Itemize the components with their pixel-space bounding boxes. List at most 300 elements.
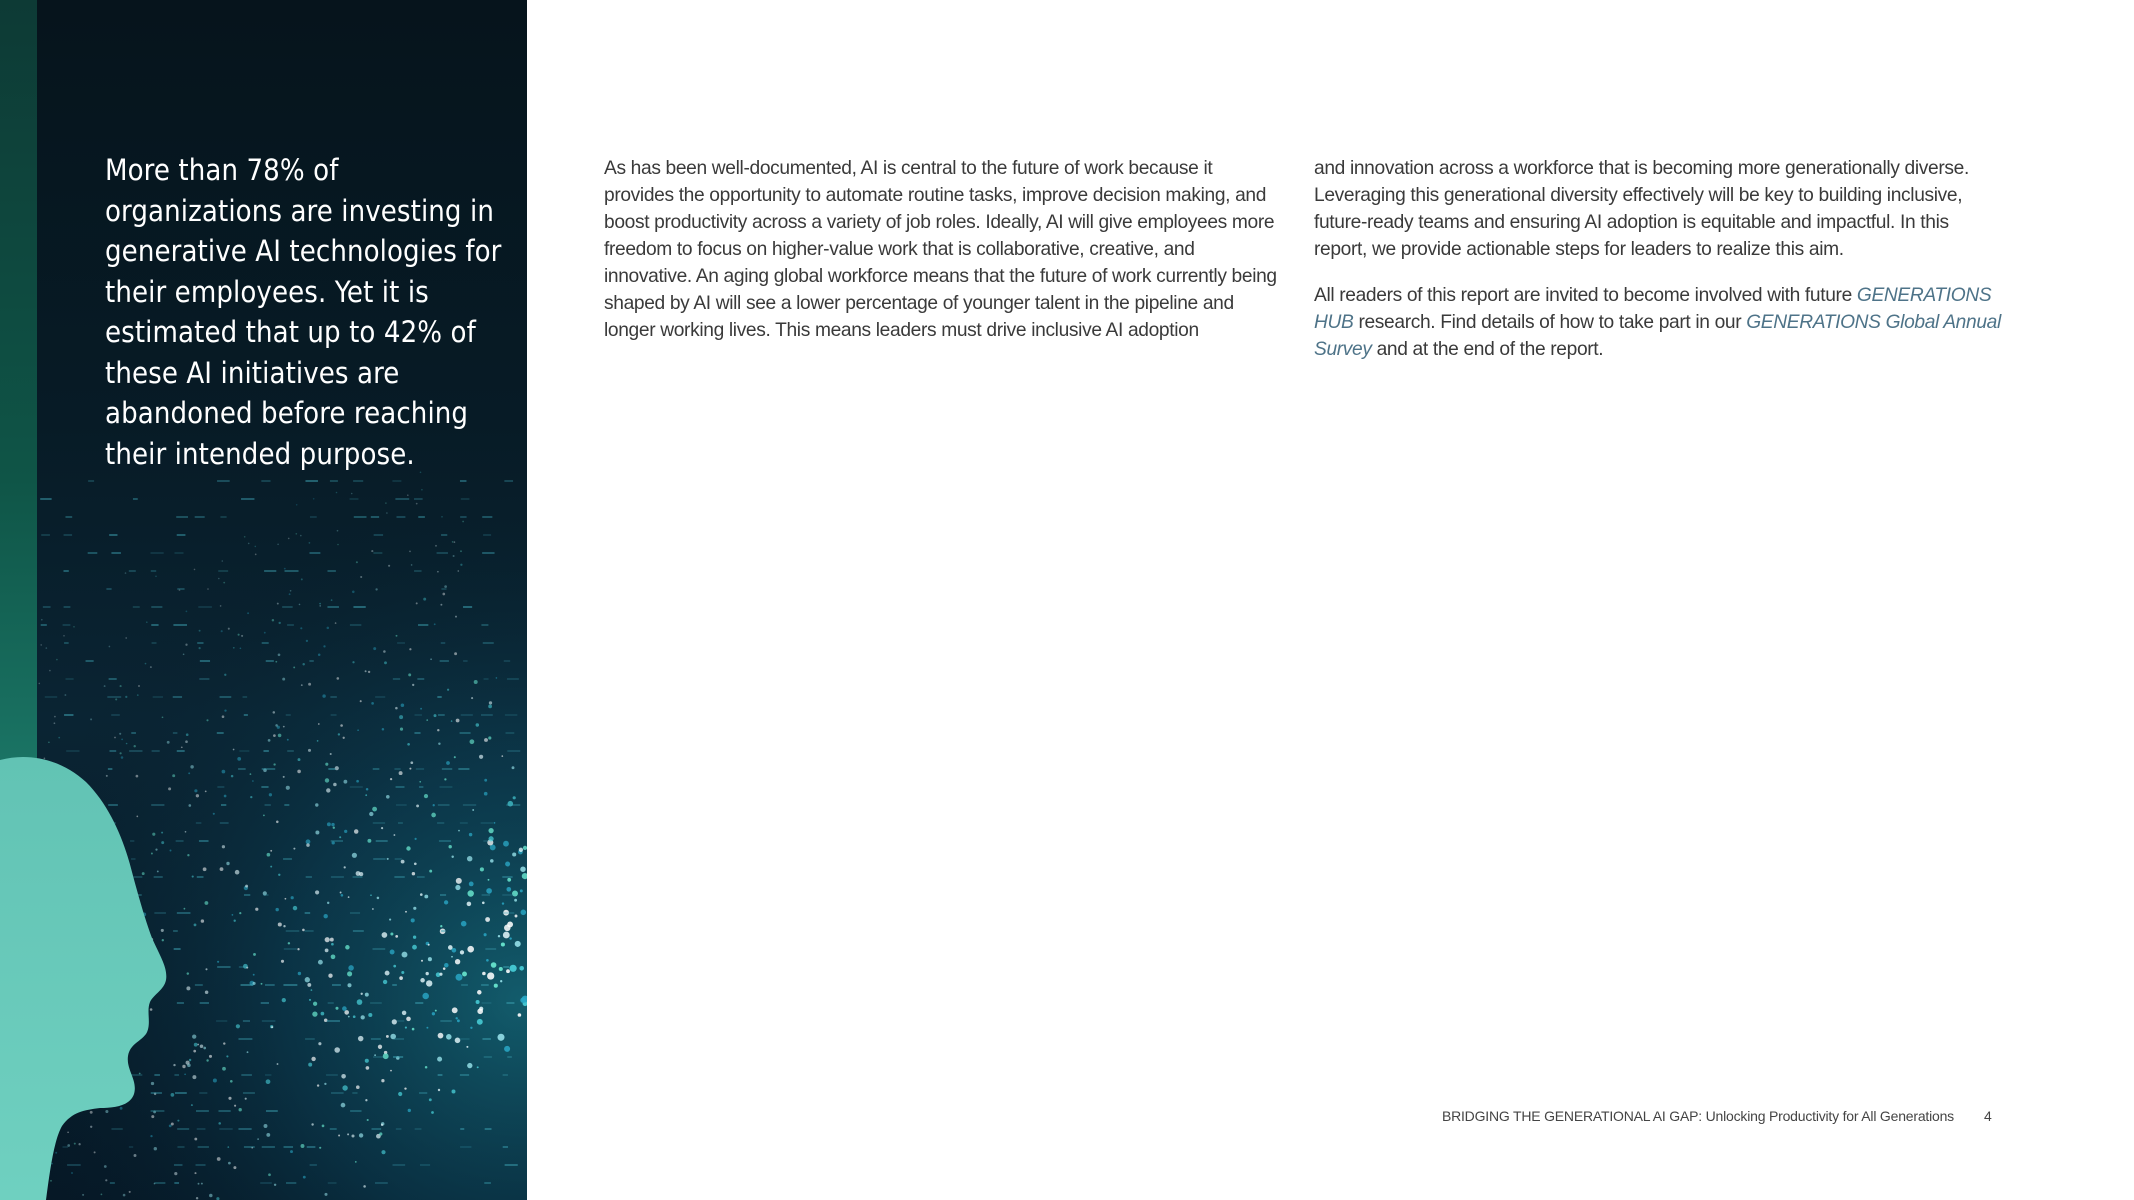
- generations-hub-link[interactable]: GENERATIONS HUB: [1314, 285, 1992, 333]
- data-dot: [477, 1008, 483, 1014]
- data-dot: [345, 945, 349, 949]
- data-dot: [428, 944, 430, 946]
- data-dash: [417, 876, 425, 878]
- invitation-text-middle: research. Find details of how to take part in our: [1353, 312, 1747, 333]
- data-dash: [440, 894, 446, 896]
- data-dot: [496, 677, 498, 679]
- data-dot: [343, 737, 345, 739]
- data-dash: [243, 696, 248, 698]
- data-dot: [253, 974, 255, 976]
- data-dash: [243, 1020, 250, 1022]
- data-dash: [328, 1002, 334, 1004]
- data-dot: [41, 619, 43, 621]
- body-column-left: [604, 155, 1284, 344]
- data-dash: [239, 750, 249, 752]
- data-dot: [351, 1134, 354, 1137]
- data-dash: [353, 480, 363, 482]
- data-dash: [482, 1038, 490, 1040]
- data-dot: [326, 788, 330, 792]
- data-dot: [352, 661, 354, 663]
- data-dash: [220, 822, 229, 824]
- data-dot: [303, 1176, 306, 1179]
- data-dot: [173, 1064, 175, 1066]
- data-dash: [266, 1110, 278, 1112]
- data-dot: [390, 932, 393, 935]
- data-dash: [373, 552, 382, 554]
- data-dash: [481, 984, 489, 986]
- data-dot: [247, 1051, 249, 1053]
- data-dot: [429, 870, 432, 873]
- data-dash: [483, 642, 494, 644]
- data-dot: [384, 661, 387, 664]
- data-dot: [313, 498, 315, 500]
- data-dash: [393, 678, 400, 680]
- data-dot: [311, 1123, 313, 1125]
- data-dot: [467, 890, 473, 896]
- data-dot: [301, 684, 303, 686]
- data-dot: [322, 1125, 325, 1128]
- data-dot: [366, 788, 369, 791]
- data-dot: [366, 1066, 370, 1070]
- data-dot: [126, 743, 128, 745]
- data-dot: [287, 739, 289, 741]
- data-dot: [451, 956, 453, 958]
- data-dot: [505, 862, 510, 867]
- data-dash: [286, 930, 300, 932]
- data-dot: [196, 794, 199, 797]
- data-dot: [520, 997, 526, 1003]
- data-dot: [248, 543, 250, 545]
- data-dot: [494, 984, 498, 988]
- data-dot: [470, 739, 475, 744]
- data-dot: [515, 941, 521, 947]
- data-dot: [266, 1133, 270, 1137]
- data-dot: [230, 1080, 233, 1083]
- data-dash: [153, 696, 163, 698]
- data-dash: [396, 804, 407, 806]
- data-dash: [262, 1020, 276, 1022]
- data-dot: [425, 1066, 428, 1069]
- data-dot: [318, 1042, 321, 1045]
- data-dot: [123, 1194, 126, 1197]
- data-dot: [379, 1132, 382, 1135]
- data-dot: [51, 1163, 53, 1165]
- data-dot: [393, 965, 396, 968]
- data-dot: [276, 821, 279, 824]
- data-dash: [152, 750, 160, 752]
- data-dot: [245, 885, 248, 888]
- data-dash: [507, 750, 520, 752]
- data-dot: [521, 910, 527, 916]
- data-dot: [361, 993, 363, 995]
- data-dot: [231, 775, 234, 778]
- data-dot: [420, 893, 423, 896]
- data-dash: [414, 498, 423, 500]
- data-dash: [373, 948, 386, 950]
- data-dot: [429, 1098, 432, 1101]
- data-dash: [64, 606, 71, 608]
- data-dash: [199, 678, 209, 680]
- data-dot: [421, 960, 423, 962]
- data-dot: [448, 945, 453, 950]
- data-dash: [482, 552, 494, 554]
- data-dot: [490, 859, 494, 863]
- data-dash: [66, 678, 74, 680]
- global-annual-survey-link[interactable]: GENERATIONS Global Annual Survey: [1314, 312, 2001, 360]
- data-dot: [67, 1131, 69, 1133]
- data-dot: [476, 723, 479, 726]
- data-dash: [151, 804, 164, 806]
- data-dot: [327, 627, 330, 630]
- data-dot: [196, 1197, 198, 1199]
- data-dot: [434, 714, 437, 717]
- data-dash: [441, 930, 445, 932]
- data-dot: [319, 1147, 321, 1149]
- data-dot: [486, 888, 492, 894]
- data-dot: [101, 1194, 103, 1196]
- data-dash: [108, 768, 113, 770]
- data-dot: [424, 794, 428, 798]
- data-dash: [350, 1110, 361, 1112]
- data-dash: [111, 714, 120, 716]
- data-dot: [467, 856, 472, 861]
- data-dot: [368, 1013, 372, 1017]
- data-dash: [45, 696, 57, 698]
- data-dot: [125, 637, 127, 639]
- data-dash: [218, 1110, 230, 1112]
- data-dot: [477, 1019, 483, 1025]
- data-dot: [467, 946, 474, 953]
- data-dash: [327, 606, 339, 608]
- data-dash: [416, 768, 424, 770]
- data-dot: [385, 502, 387, 504]
- data-dot: [301, 1144, 305, 1148]
- data-dash: [199, 1092, 207, 1094]
- data-dot: [146, 621, 148, 623]
- data-dot: [428, 957, 432, 961]
- data-dot: [385, 971, 390, 976]
- data-dash: [198, 1146, 209, 1148]
- data-dot: [439, 973, 442, 976]
- data-dot: [433, 804, 435, 806]
- data-dot: [318, 653, 321, 656]
- data-dot: [356, 780, 359, 783]
- data-dash: [331, 840, 343, 842]
- data-dot: [298, 758, 301, 761]
- data-dot: [399, 771, 403, 775]
- data-dot: [342, 1085, 347, 1090]
- data-dot: [461, 921, 467, 927]
- data-dot: [291, 896, 294, 899]
- data-dash: [331, 876, 344, 878]
- data-dash: [110, 1182, 115, 1184]
- data-dot: [388, 565, 390, 567]
- data-dash: [393, 1164, 406, 1166]
- data-dot: [203, 867, 207, 871]
- data-dot: [154, 1147, 157, 1150]
- data-dash: [485, 948, 496, 950]
- data-dash: [154, 912, 166, 914]
- data-dot: [221, 630, 223, 632]
- data-dot: [514, 899, 517, 902]
- data-dot: [484, 792, 488, 796]
- data-dot: [338, 1135, 340, 1137]
- data-dot: [121, 756, 124, 759]
- data-dot: [504, 1046, 510, 1052]
- data-dot: [484, 738, 488, 742]
- data-dot: [330, 753, 332, 755]
- data-dot: [317, 1084, 319, 1086]
- data-dot: [452, 541, 454, 543]
- data-dot: [39, 683, 41, 685]
- data-dot: [488, 879, 490, 881]
- data-dash: [175, 552, 184, 554]
- data-dash: [129, 570, 136, 572]
- data-dot: [226, 1055, 228, 1057]
- data-dot: [488, 836, 493, 841]
- data-dot: [408, 1109, 411, 1112]
- data-dash: [373, 1056, 384, 1058]
- data-dash: [461, 498, 470, 500]
- data-dot: [333, 827, 335, 829]
- data-dot: [338, 733, 340, 735]
- data-dot: [48, 741, 50, 743]
- intro-paragraph: As has been well-documented, AI is central to the future of work because it provides the opportunity to automate routine tasks, improve decision making, and boost productivity across a variety of job roles. Ideally, AI will give employees more freedom to focus on higher-value work that is collaborative, creative, and innovative. An aging global workforce means that the future of work currently being shaped by AI will see a lower percentage of younger talent in the pipeline and longer working lives. This means leaders must drive inclusive AI adoption: [604, 158, 1277, 341]
- data-dot: [104, 685, 106, 687]
- data-dot: [443, 967, 446, 970]
- data-dash: [392, 984, 397, 986]
- data-dot: [382, 932, 388, 938]
- data-dot: [519, 848, 523, 852]
- data-dash: [332, 984, 341, 986]
- data-dot: [520, 889, 523, 892]
- data-dot: [383, 650, 386, 653]
- data-dash: [177, 1146, 184, 1148]
- data-dot: [151, 1115, 154, 1118]
- data-dash: [174, 1164, 183, 1166]
- data-dot: [451, 856, 453, 858]
- data-dot: [353, 1015, 356, 1018]
- data-dash: [397, 1020, 404, 1022]
- data-dot: [323, 645, 325, 647]
- data-dot: [261, 983, 263, 985]
- data-dash: [173, 930, 178, 932]
- data-dot: [278, 874, 280, 876]
- data-dash: [373, 858, 385, 860]
- data-dash: [43, 606, 51, 608]
- data-dot: [239, 912, 241, 914]
- data-dash: [460, 516, 466, 518]
- data-dash: [197, 1128, 206, 1130]
- data-dash: [305, 912, 311, 914]
- data-dot: [298, 972, 301, 975]
- data-dot: [469, 833, 472, 836]
- data-dot: [494, 822, 496, 824]
- data-dot: [435, 1010, 437, 1012]
- data-dot: [399, 715, 403, 719]
- data-dot: [177, 1120, 179, 1122]
- data-dot: [90, 1126, 92, 1128]
- data-dash: [353, 930, 364, 932]
- data-dot: [293, 666, 295, 668]
- data-dot: [222, 770, 226, 774]
- data-dash: [173, 732, 178, 734]
- data-dot: [206, 1059, 208, 1061]
- data-dash: [483, 534, 491, 536]
- data-dot: [136, 775, 139, 778]
- data-dot: [49, 670, 51, 672]
- data-dot: [167, 741, 170, 744]
- data-dot: [106, 775, 108, 777]
- data-dash: [394, 1038, 404, 1040]
- data-dot: [409, 648, 411, 650]
- data-dot: [109, 646, 111, 648]
- data-dash: [396, 786, 405, 788]
- data-dot: [477, 990, 482, 995]
- data-dot: [401, 971, 404, 974]
- data-dash: [438, 804, 450, 806]
- data-dash: [244, 1146, 255, 1148]
- data-dot: [185, 831, 187, 833]
- data-dot: [162, 939, 164, 941]
- data-dot: [161, 929, 164, 932]
- data-dash: [482, 1002, 492, 1004]
- data-dash: [419, 786, 423, 788]
- data-dot: [318, 960, 323, 965]
- data-dash: [507, 678, 519, 680]
- data-dot: [253, 953, 256, 956]
- data-dash: [261, 1002, 269, 1004]
- data-dot: [162, 716, 164, 718]
- data-dot: [499, 967, 503, 971]
- data-dot: [218, 1122, 221, 1125]
- data-dash: [200, 1002, 209, 1004]
- data-dot: [331, 823, 334, 826]
- data-dash: [177, 750, 185, 752]
- data-dot: [319, 605, 321, 607]
- data-dot: [409, 768, 411, 770]
- data-dot: [333, 783, 337, 787]
- data-dot: [420, 978, 425, 983]
- data-dot: [395, 935, 398, 938]
- data-dash: [438, 1074, 443, 1076]
- data-dot: [192, 1034, 196, 1038]
- data-dash: [397, 642, 405, 644]
- data-dot: [488, 705, 492, 709]
- data-dash: [395, 858, 402, 860]
- data-dot: [357, 999, 363, 1005]
- data-dot: [268, 739, 271, 742]
- data-dot: [150, 666, 152, 668]
- data-dot: [125, 696, 127, 698]
- data-dash: [482, 516, 492, 518]
- data-dot: [467, 902, 472, 907]
- data-dot: [296, 504, 298, 506]
- data-dot: [315, 803, 318, 806]
- data-dot: [302, 929, 305, 932]
- data-dot: [194, 1043, 198, 1047]
- data-dot: [155, 849, 157, 851]
- data-dot: [479, 755, 483, 759]
- data-dot: [438, 1033, 444, 1039]
- data-dot: [416, 503, 418, 505]
- data-dot: [392, 1019, 397, 1024]
- data-dash: [67, 1164, 81, 1166]
- data-dot: [222, 715, 225, 718]
- data-dot: [486, 959, 489, 962]
- data-dot: [182, 1065, 185, 1068]
- data-dash: [261, 786, 268, 788]
- data-dot: [227, 1146, 229, 1148]
- data-dot: [519, 966, 524, 971]
- data-dot: [370, 894, 372, 896]
- data-dash: [350, 786, 363, 788]
- data-dot: [371, 550, 373, 552]
- data-dot: [386, 512, 388, 514]
- data-dot: [421, 489, 423, 491]
- data-dot: [399, 976, 403, 980]
- data-dash: [460, 1128, 464, 1130]
- data-dot: [460, 950, 464, 954]
- data-dash: [504, 660, 510, 662]
- data-dot: [381, 1079, 384, 1082]
- data-dash: [108, 804, 118, 806]
- data-dot: [335, 766, 339, 770]
- data-dot: [446, 1034, 452, 1040]
- data-dash: [414, 714, 422, 716]
- data-dot: [296, 533, 298, 535]
- data-dot: [184, 908, 186, 910]
- data-dash: [151, 1110, 165, 1112]
- data-dot: [174, 1172, 177, 1175]
- data-dot: [488, 736, 491, 739]
- data-dot: [462, 521, 464, 523]
- data-dot: [344, 866, 346, 868]
- data-dot: [515, 915, 518, 918]
- data-dash: [216, 1020, 227, 1022]
- data-dash: [482, 894, 490, 896]
- data-dot: [420, 708, 422, 710]
- data-dot: [313, 1002, 317, 1006]
- data-dot: [327, 822, 331, 826]
- data-dash: [461, 714, 473, 716]
- data-dash: [438, 714, 445, 716]
- data-dash: [111, 552, 121, 554]
- data-dot: [381, 827, 383, 829]
- data-dot: [476, 1000, 480, 1004]
- data-dot: [390, 1070, 392, 1072]
- data-dot: [161, 832, 163, 834]
- data-dash: [372, 1128, 382, 1130]
- data-dot: [190, 765, 193, 768]
- data-dash: [505, 732, 514, 734]
- data-dash: [305, 930, 314, 932]
- data-dash: [241, 498, 254, 500]
- data-dot: [401, 704, 405, 708]
- data-dot: [306, 843, 310, 847]
- data-dash: [217, 966, 230, 968]
- data-dot: [367, 839, 371, 843]
- data-dot: [301, 578, 303, 580]
- data-dot: [454, 652, 457, 655]
- data-dot: [453, 555, 455, 557]
- data-dot: [224, 795, 227, 798]
- data-dot: [336, 677, 339, 680]
- data-dash: [287, 750, 294, 752]
- data-dot: [220, 867, 224, 871]
- data-dash: [353, 606, 365, 608]
- data-dot: [282, 998, 286, 1002]
